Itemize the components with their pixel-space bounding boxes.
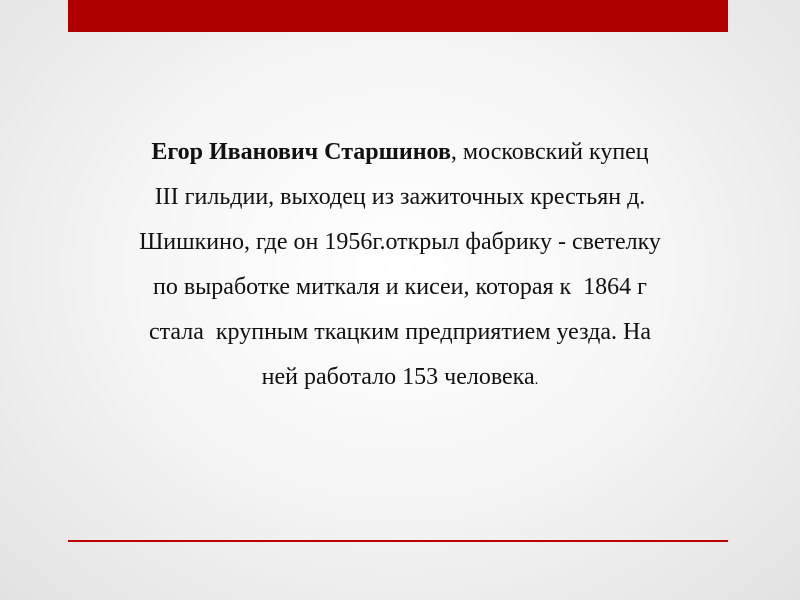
line-6-text: ней работало 153 человека xyxy=(261,364,535,390)
paragraph-line-2: III гильдии, выходец из зажиточных крестьян д. xyxy=(154,184,646,210)
line-1-rest: , московский купец xyxy=(450,139,649,165)
top-accent-bar xyxy=(68,0,728,32)
paragraph-line-4: по выработке миткаля и кисеи, которая к 1864 г xyxy=(152,274,648,300)
paragraph-line-5: стала крупным ткацким предприятием уезда. На xyxy=(148,319,652,345)
paragraph-line-6 xyxy=(40,355,760,403)
bottom-divider xyxy=(68,540,728,542)
person-name: Егор Иванович Старшинов xyxy=(151,139,451,165)
paragraph-line-1 xyxy=(40,130,760,175)
paragraph-line-3: Шишкино, где он 1956г.открыл фабрику - светелку xyxy=(139,229,661,255)
line-6-period: . xyxy=(534,372,539,388)
text-paragraph xyxy=(40,130,760,403)
